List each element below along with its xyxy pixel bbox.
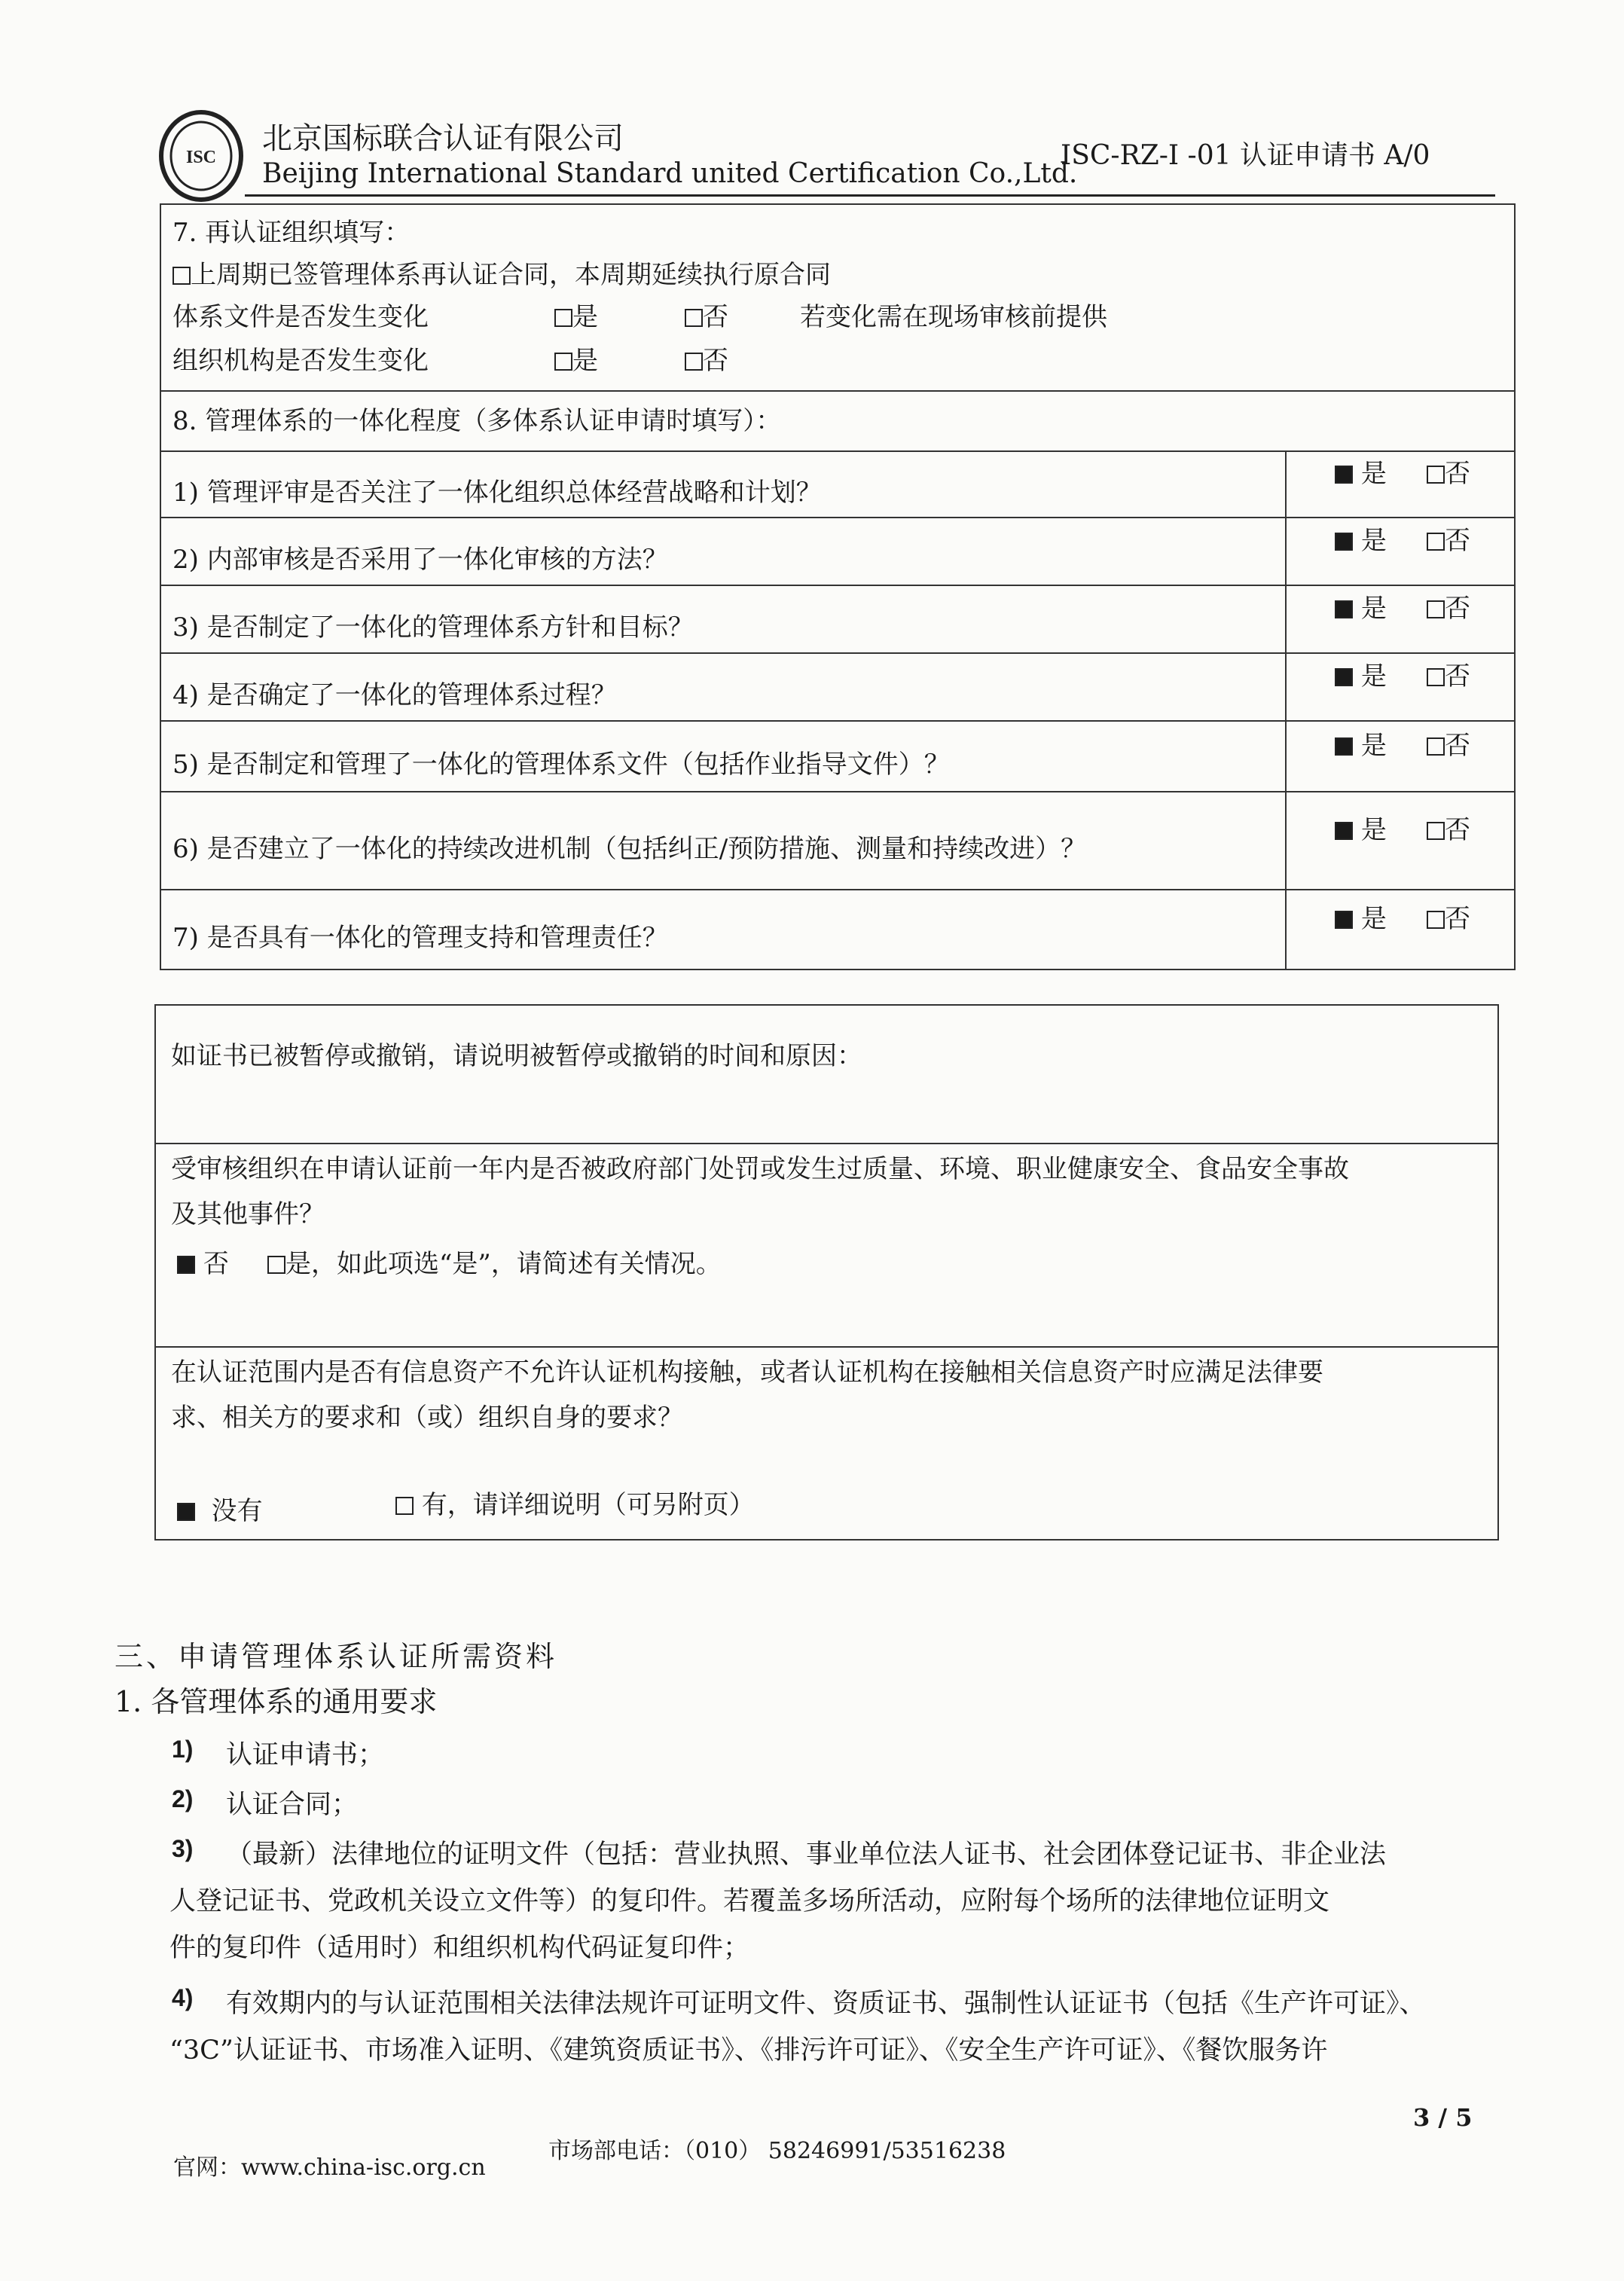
answer-no: 否 bbox=[1427, 664, 1470, 689]
suspension-question: 如证书已被暂停或撤销，请说明被暂停或撤销的时间和原因： bbox=[171, 1041, 862, 1071]
answer-yes: 是 bbox=[1335, 596, 1387, 621]
answer-no-checkbox[interactable] bbox=[1427, 737, 1445, 756]
list-item-text: 人登记证书、党政机关设立文件等）的复印件。若覆盖多场所活动，应附每个场所的法律地位证明文 bbox=[169, 1886, 1330, 1916]
contract-continue-row bbox=[172, 262, 831, 288]
company-name-en: Beijing International Standard united Certification Co.,Ltd. bbox=[262, 158, 1078, 189]
answer-yes-checkbox[interactable] bbox=[1335, 466, 1353, 484]
answer-no: 否 bbox=[1427, 733, 1470, 759]
doc-change-label: 体系文件是否发生变化 bbox=[172, 302, 429, 332]
info-assets-option-yes: 有，请详细说明（可另附页） bbox=[395, 1492, 755, 1518]
logo-text: ISC bbox=[185, 148, 217, 167]
doc-change-no: 否 bbox=[685, 304, 728, 330]
company-logo bbox=[158, 109, 245, 203]
answer-yes: 是 bbox=[1335, 461, 1387, 487]
question-text: 3) 是否制定了一体化的管理体系方针和目标？ bbox=[172, 612, 694, 643]
integration-question-row bbox=[161, 450, 1514, 517]
answer-no: 否 bbox=[1427, 906, 1470, 932]
divider bbox=[156, 1143, 1497, 1144]
answer-yes: 是 bbox=[1335, 528, 1387, 554]
doc-change-yes-checkbox[interactable] bbox=[554, 309, 572, 327]
answer-no: 否 bbox=[1427, 596, 1470, 621]
integration-question-row bbox=[161, 791, 1514, 889]
answer-yes: 是 bbox=[1335, 906, 1387, 932]
divider bbox=[156, 1346, 1497, 1348]
list-item-text: （最新）法律地位的证明文件（包括：营业执照、事业单位法人证书、社会团体登记证书、非企业法 bbox=[226, 1840, 1387, 1870]
divider bbox=[161, 720, 1514, 722]
info-assets-yes-checkbox[interactable] bbox=[395, 1497, 414, 1515]
answer-yes-checkbox[interactable] bbox=[1335, 911, 1353, 929]
list-item-text: “3C”认证证书、市场准入证明、《建筑资质证书》、《排污许可证》、《安全生产许可证》、《餐饮服务许 bbox=[169, 2035, 1328, 2066]
section3-subtitle: 1. 各管理体系的通用要求 bbox=[114, 1685, 438, 1718]
answer-yes: 是 bbox=[1335, 817, 1387, 843]
section7-title: 7. 再认证组织填写： bbox=[172, 218, 411, 248]
answer-yes: 是 bbox=[1335, 733, 1387, 759]
integration-question-row bbox=[161, 517, 1514, 585]
answer-no: 否 bbox=[1427, 817, 1470, 843]
list-item-number: 3) bbox=[172, 1835, 194, 1862]
answer-no-checkbox[interactable] bbox=[1427, 911, 1445, 929]
question-text: 6) 是否建立了一体化的持续改进机制（包括纠正/预防措施、测量和持续改进）？ bbox=[172, 834, 1087, 864]
company-name-cn: 北京国标联合认证有限公司 bbox=[262, 121, 624, 156]
info-assets-none-checkbox[interactable] bbox=[177, 1503, 195, 1521]
question-text: 2) 内部审核是否采用了一体化审核的方法？ bbox=[172, 545, 668, 575]
penalty-question-line2: 及其他事件？ bbox=[171, 1199, 325, 1229]
penalty-no-checkbox[interactable] bbox=[177, 1256, 195, 1274]
org-change-label: 组织机构是否发生变化 bbox=[172, 346, 429, 376]
doc-change-no-checkbox[interactable] bbox=[685, 309, 703, 327]
document-number: ISC-RZ-I -01 认证申请书 A/0 bbox=[1061, 140, 1430, 171]
page-number: 3 / 5 bbox=[1413, 2103, 1473, 2132]
answer-yes-checkbox[interactable] bbox=[1335, 822, 1353, 840]
answer-yes: 是 bbox=[1335, 664, 1387, 689]
divider bbox=[161, 390, 1514, 392]
org-change-no-checkbox[interactable] bbox=[685, 353, 703, 371]
answer-no: 否 bbox=[1427, 528, 1470, 554]
answer-yes-checkbox[interactable] bbox=[1335, 737, 1353, 756]
doc-change-note: 若变化需在现场审核前提供 bbox=[800, 302, 1107, 332]
header-divider bbox=[245, 194, 1495, 197]
answer-no-checkbox[interactable] bbox=[1427, 600, 1445, 618]
status-table bbox=[154, 1004, 1499, 1541]
question-text: 1) 管理评审是否关注了一体化组织总体经营战略和计划？ bbox=[172, 478, 822, 508]
question-text: 7) 是否具有一体化的管理支持和管理责任？ bbox=[172, 923, 668, 953]
answer-no: 否 bbox=[1427, 461, 1470, 487]
footer-website: 官网：www.china-isc.org.cn bbox=[173, 2154, 486, 2181]
list-item-text: 件的复印件（适用时）和组织机构代码证复印件； bbox=[169, 1933, 750, 1963]
integration-question-row bbox=[161, 889, 1514, 969]
divider bbox=[161, 652, 1514, 654]
list-item-number: 2) bbox=[172, 1785, 194, 1812]
question-text: 4) 是否确定了一体化的管理体系过程？ bbox=[172, 680, 617, 710]
answer-yes-checkbox[interactable] bbox=[1335, 600, 1353, 618]
org-change-no: 否 bbox=[685, 348, 728, 374]
divider bbox=[161, 791, 1514, 792]
answer-no-checkbox[interactable] bbox=[1427, 668, 1445, 686]
info-assets-option-none: 没有 bbox=[177, 1498, 263, 1524]
recert-integration-table bbox=[160, 203, 1516, 970]
list-item-text: 认证合同； bbox=[226, 1790, 359, 1820]
info-assets-question-line2: 求、相关方的要求和（或）组织自身的要求？ bbox=[171, 1403, 683, 1433]
contract-continue-checkbox[interactable] bbox=[172, 267, 191, 285]
penalty-option-yes: 是，如此项选“是”，请简述有关情况。 bbox=[267, 1251, 722, 1277]
integration-question-row bbox=[161, 652, 1514, 720]
contract-continue-label: 上周期已签管理体系再认证合同，本周期延续执行原合同 bbox=[191, 260, 831, 290]
penalty-question-line1: 受审核组织在申请认证前一年内是否被政府部门处罚或发生过质量、环境、职业健康安全、食品安全事故 bbox=[171, 1154, 1349, 1184]
answer-yes-checkbox[interactable] bbox=[1335, 533, 1353, 551]
answer-no-checkbox[interactable] bbox=[1427, 466, 1445, 484]
answer-no-checkbox[interactable] bbox=[1427, 822, 1445, 840]
org-change-yes-checkbox[interactable] bbox=[554, 353, 572, 371]
answer-yes-checkbox[interactable] bbox=[1335, 668, 1353, 686]
penalty-yes-checkbox[interactable] bbox=[267, 1256, 285, 1274]
list-item-text: 认证申请书； bbox=[226, 1740, 385, 1770]
divider bbox=[161, 517, 1514, 518]
org-change-yes: 是 bbox=[554, 348, 598, 374]
section8-title: 8. 管理体系的一体化程度（多体系认证申请时填写）： bbox=[172, 406, 782, 436]
answer-no-checkbox[interactable] bbox=[1427, 533, 1445, 551]
section3-title: 三、申请管理体系认证所需资料 bbox=[114, 1640, 558, 1673]
divider bbox=[161, 585, 1514, 586]
list-item-number: 1) bbox=[172, 1736, 194, 1763]
info-assets-question-line1: 在认证范围内是否有信息资产不允许认证机构接触，或者认证机构在接触相关信息资产时应满足法律要 bbox=[171, 1357, 1323, 1388]
integration-question-row bbox=[161, 585, 1514, 652]
doc-change-yes: 是 bbox=[554, 304, 598, 330]
question-text: 5) 是否制定和管理了一体化的管理体系文件（包括作业指导文件）？ bbox=[172, 750, 950, 780]
footer-phone: 市场部电话：（010） 58246991/53516238 bbox=[548, 2138, 1006, 2164]
list-item-text: 有效期内的与认证范围相关法律法规许可证明文件、资质证书、强制性认证证书（包括《生产许可证》、 bbox=[226, 1989, 1426, 2019]
divider bbox=[161, 889, 1514, 890]
integration-question-row bbox=[161, 720, 1514, 791]
list-item-number: 4) bbox=[172, 1984, 194, 2011]
penalty-option-no: 否 bbox=[177, 1251, 229, 1277]
